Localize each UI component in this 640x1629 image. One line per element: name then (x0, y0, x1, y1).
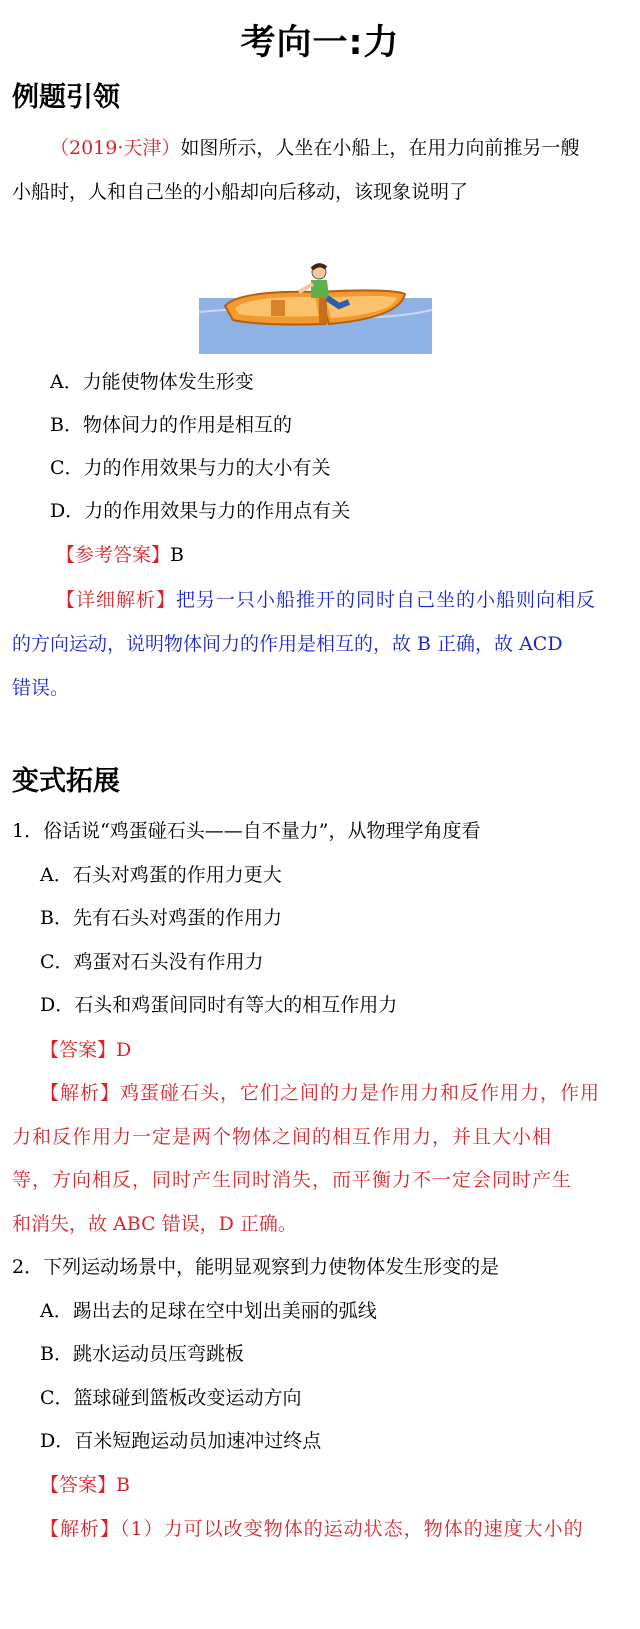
example-answer (12, 541, 628, 569)
answer-value: B (170, 544, 184, 566)
example-option-d: D．力的作用效果与力的作用点有关 (50, 500, 351, 522)
q2-analysis-text-1: （1）力可以改变物体的运动状态，物体的速度大小的 (120, 1518, 584, 1540)
q1-option-a: A．石头对鸡蛋的作用力更大 (40, 864, 282, 886)
q1-answer-value: D (116, 1039, 132, 1061)
q1-option-d: D．石头和鸡蛋间同时有等大的相互作用力 (40, 994, 398, 1016)
person-shirt (311, 280, 329, 298)
answer-label: 【参考答案】 (56, 544, 171, 566)
q2-answer (12, 1471, 628, 1499)
q1-option-b: B．先有石头对鸡蛋的作用力 (40, 907, 282, 929)
example-analysis-line-1 (12, 586, 628, 614)
q1-answer (12, 1036, 628, 1064)
page-title: 考向一:力 (240, 23, 400, 63)
q1-analysis-line-4: 和消失，故 ABC 错误，D 正确。 (12, 1213, 297, 1235)
q2-option-d: D．百米短跑运动员加速冲过终点 (40, 1430, 322, 1452)
q2-answer-label: 【答案】 (40, 1474, 117, 1496)
q1-analysis-line-3: 等，方向相反，同时产生同时消失，而平衡力不一定会同时产生 (12, 1169, 573, 1191)
example-stem-text-1: 如图所示，人坐在小船上，在用力向前推另一艘 (180, 137, 580, 159)
q2-answer-value: B (116, 1474, 130, 1496)
q1-option-c: C．鸡蛋对石头没有作用力 (40, 951, 264, 973)
example-option-b: B．物体间力的作用是相互的 (50, 414, 292, 436)
q2-analysis-label: 【解析】 (40, 1518, 121, 1540)
analysis-text-1: 把另一只小船推开的同时自己坐的小船则向相反 (176, 589, 597, 611)
q2-analysis-line-1 (12, 1515, 628, 1543)
section-heading-example: 例题引领 (12, 82, 120, 113)
q1-analysis-line-1 (12, 1079, 628, 1107)
q1-answer-label: 【答案】 (40, 1039, 117, 1061)
q2-option-b: B．跳水运动员压弯跳板 (40, 1343, 244, 1365)
q1-analysis-label: 【解析】 (40, 1082, 121, 1104)
q2-stem: 2．下列运动场景中，能明显观察到力使物体发生形变的是 (12, 1256, 500, 1278)
example-option-a: A．力能使物体发生形变 (50, 371, 254, 393)
analysis-label: 【详细解析】 (56, 589, 177, 611)
example-analysis-line-2: 的方向运动，说明物体间力的作用是相互的，故 B 正确，故 ACD (12, 633, 563, 655)
example-option-c: C．力的作用效果与力的大小有关 (50, 457, 331, 479)
example-analysis-line-3: 错误。 (12, 677, 70, 699)
section-heading-variants: 变式拓展 (12, 766, 120, 797)
example-stem-line-2: 小船时，人和自己坐的小船却向后移动，该现象说明了 (12, 181, 469, 203)
q1-analysis-line-2: 力和反作用力一定是两个物体之间的相互作用力，并且大小相 (12, 1126, 553, 1148)
q2-option-a: A．踢出去的足球在空中划出美丽的弧线 (40, 1300, 377, 1322)
boat-illustration (199, 262, 432, 354)
q2-option-c: C．篮球碰到篮板改变运动方向 (40, 1387, 302, 1409)
example-source: （2019·天津） (50, 137, 181, 159)
q1-stem: 1．俗话说“鸡蛋碰石头——自不量力”，从物理学角度看 (12, 820, 481, 842)
example-stem-line-1 (12, 134, 628, 162)
q1-analysis-text-1: 鸡蛋碰石头，它们之间的力是作用力和反作用力，作用 (120, 1082, 601, 1104)
